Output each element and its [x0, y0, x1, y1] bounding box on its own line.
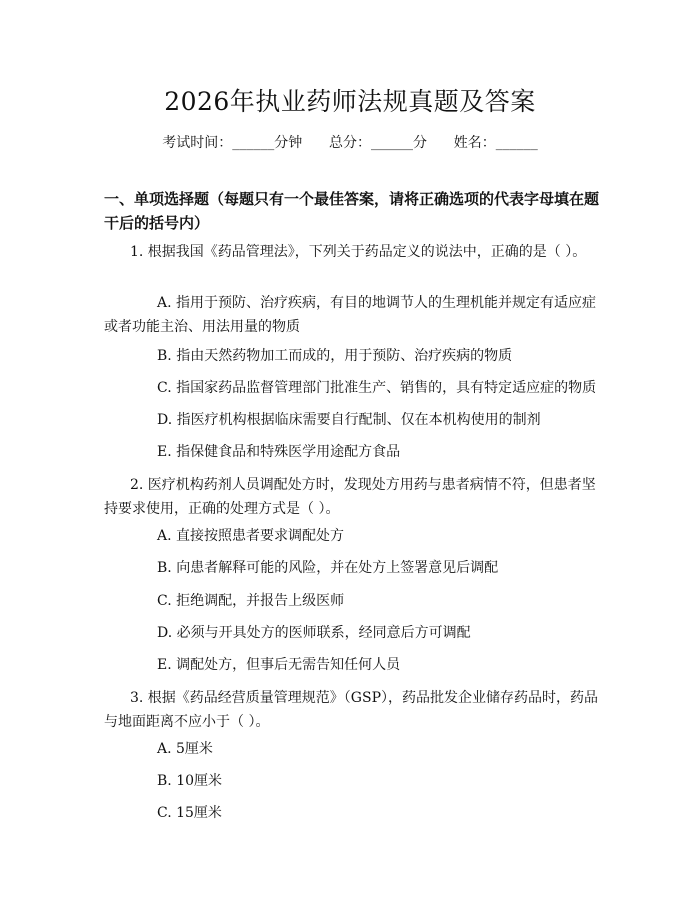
document-title: 2026年执业药师法规真题及答案	[164, 87, 536, 116]
question-1-option-c: C. 指国家药品监督管理部门批准生产、销售的，具有特定适应症的物质	[157, 380, 597, 396]
section-heading: 一、单项选择题（每题只有一个最佳答案，请将正确选项的代表字母填在题干后的括号内）	[104, 190, 600, 232]
question-2-option-b: B. 向患者解释可能的风险，并在处方上签署意见后调配	[157, 560, 499, 576]
question-2-stem: 2. 医疗机构药剂人员调配处方时，发现处方用药与患者病情不符，但患者坚持要求使用，正确的处理方式是（ ）。	[104, 477, 596, 517]
question-2-option-c: C. 拒绝调配，并报告上级医师	[157, 593, 345, 609]
question-1-option-b: B. 指由天然药物加工而成的，用于预防、治疗疾病的物质	[157, 348, 513, 364]
question-1-option-a: A. 指用于预防、治疗疾病，有目的地调节人的生理机能并规定有适应症或者功能主治、用法用量的物质	[104, 295, 597, 335]
exam-info-line: 考试时间：______分钟 总分：______分 姓名：______	[162, 135, 538, 151]
question-2-option-d: D. 必须与开具处方的医师联系，经同意后方可调配	[157, 625, 471, 641]
question-3-stem: 3. 根据《药品经营质量管理规范》（GSP），药品批发企业储存药品时，药品与地面距离不应小于（ ）。	[104, 690, 599, 730]
question-3-option-c: C. 15厘米	[157, 805, 222, 821]
question-1-option-d: D. 指医疗机构根据临床需要自行配制、仅在本机构使用的制剂	[157, 412, 541, 428]
question-3-option-b: B. 10厘米	[157, 773, 223, 789]
question-2-option-e: E. 调配处方，但事后无需告知任何人员	[157, 657, 401, 673]
question-1-option-e: E. 指保健食品和特殊医学用途配方食品	[157, 444, 401, 460]
question-3-option-a: A. 5厘米	[157, 741, 213, 757]
question-1-stem: 1. 根据我国《药品管理法》，下列关于药品定义的说法中，正确的是（ ）。	[130, 244, 587, 260]
question-2-option-a: A. 直接按照患者要求调配处方	[157, 528, 345, 544]
